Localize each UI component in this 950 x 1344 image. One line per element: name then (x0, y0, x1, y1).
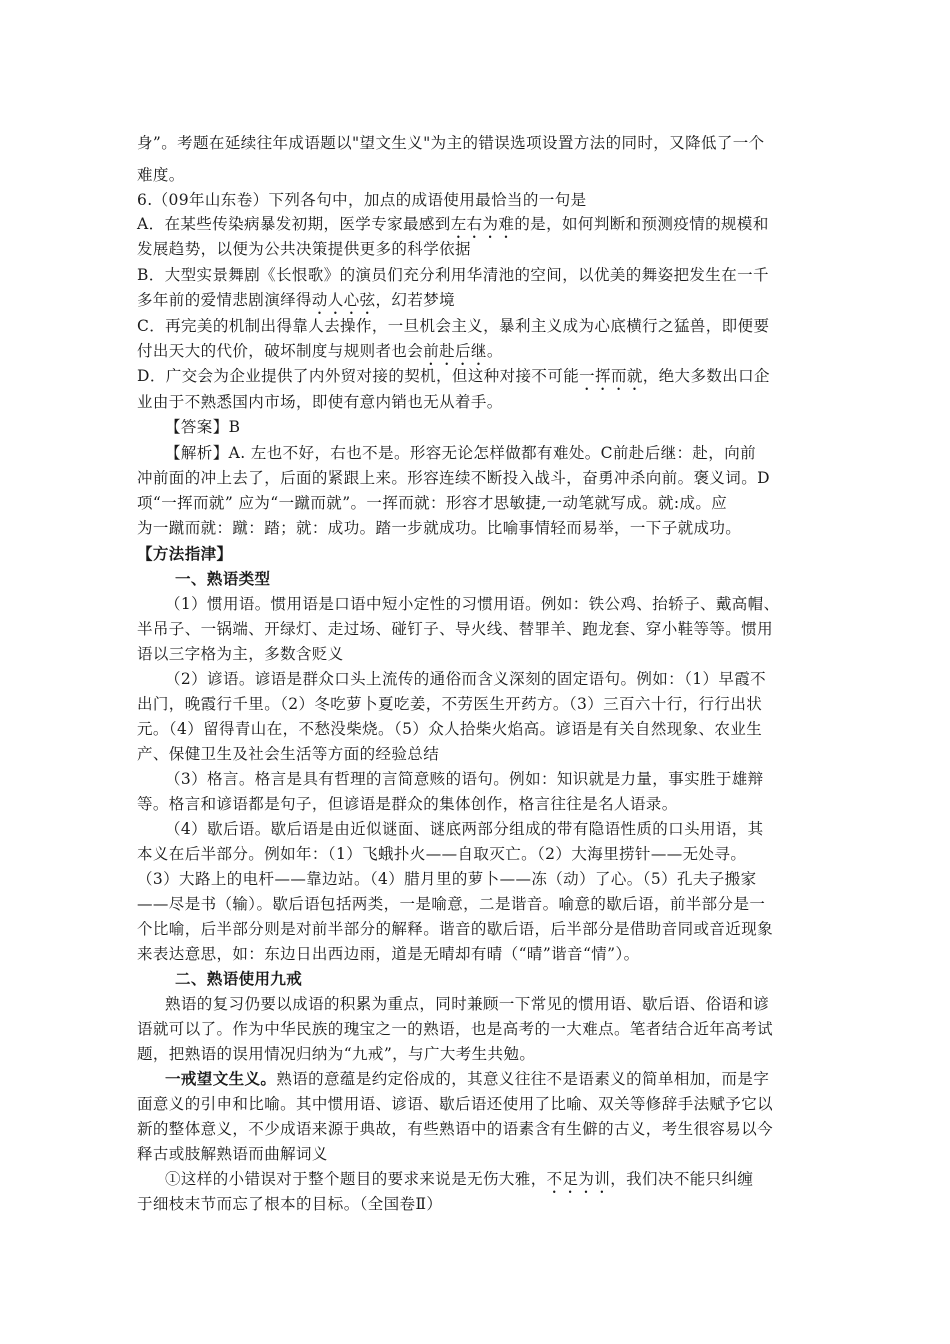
text-line: 半吊子、一锅端、开绿灯、走过场、碰钉子、导火线、替罪羊、跑龙套、穿小鞋等等。惯用 (137, 620, 774, 638)
text-line: 冲前面的冲上去了，后面的紧跟上来。形容连续不断投入战斗，奋勇冲杀向前。褒义词。D (137, 469, 770, 487)
text-line: 语就可以了。作为中华民族的瑰宝之一的熟语，也是高考的一大难点。笔者结合近年高考试 (137, 1020, 774, 1038)
text-line: 为一蹴而就：蹴：踏；就：成功。踏一步就成功。比喻事情轻而易举，一下子就成功。 (137, 519, 742, 537)
answer: 【答案】B (165, 418, 241, 436)
question-stem: 6.（09年山东卷）下列各句中，加点的成语使用最恰当的一句是 (137, 191, 587, 209)
text-line: 业由于不熟悉国内市场，即使有意内销也无从着手。 (137, 393, 503, 411)
text-line: 付出天大的代价，破坏制度与规则者也会前赴后继。 (137, 342, 503, 360)
text-line: （1）惯用语。惯用语是口语中短小定性的习惯用语。例如：铁公鸡、抬轿子、戴高帽、 (165, 595, 780, 613)
example-sentence: ①这样的小错误对于整个题目的要求来说是无伤大雅，不足为训，我们决不能只纠缠 (165, 1170, 754, 1188)
option-a: A．在某些传染病暴发初期，医学专家最感到左右为难的是，如何判断和预测疫情的规模和 (137, 215, 769, 233)
text-line: 个比喻，后半部分则是对前半部分的解释。谐音的歇后语，后半部分是借助音同或音近现象 (137, 920, 774, 938)
dotted-idiom: 一挥而就 (579, 367, 643, 385)
text-line: （3）格言。格言是具有哲理的言简意赅的语句。例如：知识就是力量，事实胜于雄辩 (165, 770, 764, 788)
section-heading: 【方法指津】 (137, 544, 233, 563)
text-line: 释古或肢解熟语而曲解词义 (137, 1145, 328, 1163)
dotted-idiom: 前赴后继 (423, 342, 487, 360)
text-line: 熟语的复习仍要以成语的积累为重点，同时兼顾一下常见的惯用语、歇后语、俗语和谚 (165, 995, 770, 1013)
text-line: 语以三字格为主，多数含贬义 (137, 645, 344, 663)
text-line: 元。（4）留得青山在，不愁没柴烧。（5）众人拾柴火焰高。谚语是有关自然现象、农业生 (137, 720, 763, 738)
text-line: 身”。考题在延续往年成语题以"望文生义"为主的错误选项设置方法的同时，又降低了一个 (137, 134, 765, 152)
text-line: （3）大路上的电杆——靠边站。（4）腊月里的萝卜——冻（动）了心。（5）孔夫子搬家 (137, 870, 757, 888)
text-line: 面意义的引申和比喻。其中惯用语、谚语、歇后语还使用了比喻、双关等修辞手法赋予它以 (137, 1095, 774, 1113)
text-line: 难度。 (137, 166, 185, 184)
text-line: 发展趋势，以便为公共决策提供更多的科学依据 (137, 240, 471, 258)
text-line: 等。格言和谚语都是句子，但谚语是群众的集体创作，格言往往是名人语录。 (137, 795, 678, 813)
dotted-idiom: 不足为训 (546, 1170, 611, 1188)
dotted-idiom: 动人心弦 (311, 291, 376, 309)
dotted-idiom: 左右为难 (450, 215, 515, 233)
text-line: 出门，晚霞行千里。（2）冬吃萝卜夏吃姜，不劳医生开药方。（3）三百六十行，行行出状 (137, 695, 763, 713)
subsection-heading: 二、熟语使用九戒 (175, 969, 303, 988)
text-line: 一戒望文生义。熟语的意蕴是约定俗成的，其意义往往不是语素义的简单相加，而是字 (165, 1069, 770, 1088)
option-b: B．大型实景舞剧《长恨歌》的演员们充分利用华清池的空间，以优美的舞姿把发生在一千 (137, 266, 769, 284)
subsection-heading: 一、熟语类型 (175, 569, 271, 588)
text-line: 本义在后半部分。例如年：（1）飞蛾扑火——自取灭亡。（2）大海里捞针——无处寻。 (137, 845, 747, 863)
text-line: （2）谚语。谚语是群众口头上流传的通俗而含义深刻的固定语句。例如：（1）早霞不 (165, 670, 767, 688)
option-d: D．广交会为企业提供了内外贸对接的契机，但这种对接不可能一挥而就，绝大多数出口企 (137, 367, 770, 385)
analysis: 【解析】A. 左也不好，右也不是。形容无论怎样做都有难处。C前赴后继：赴，向前 (165, 444, 757, 462)
option-c: C．再完美的机制出得靠人去操作，一旦机会主义，暴利主义成为心底横行之猛兽，即便要 (137, 317, 770, 335)
text-line: 项“一挥而就” 应为“一蹴而就”。一挥而就：形容才思敏捷,一动笔就写成。就:成。应 (137, 494, 728, 512)
text-line: 新的整体意义，不少成语来源于典故，有些熟语中的语素含有生僻的古义，考生很容易以今 (137, 1120, 774, 1138)
text-line: 来表达意思，如：东边日出西边雨，道是无晴却有晴（“晴”谐音“情”）。 (137, 945, 640, 963)
text-line: 多年前的爱情悲剧演绎得动人心弦，幻若梦境 (137, 291, 456, 309)
text-line: 于细枝末节而忘了根本的目标。（全国卷Ⅱ） (137, 1195, 443, 1213)
bold-lead: 一戒望文生义。 (165, 1069, 277, 1088)
text-line: 产、保健卫生及社会生活等方面的经验总结 (137, 745, 440, 763)
text-line: （4）歇后语。歇后语是由近似谜面、谜底两部分组成的带有隐语性质的口头用语，其 (165, 820, 764, 838)
text-line: ——尽是书（输）。歇后语包括两类，一是喻意，二是谐音。喻意的歇后语，前半部分是一 (137, 895, 766, 913)
text-line: 题，把熟语的误用情况归纳为“九戒”，与广大考生共勉。 (137, 1045, 536, 1063)
